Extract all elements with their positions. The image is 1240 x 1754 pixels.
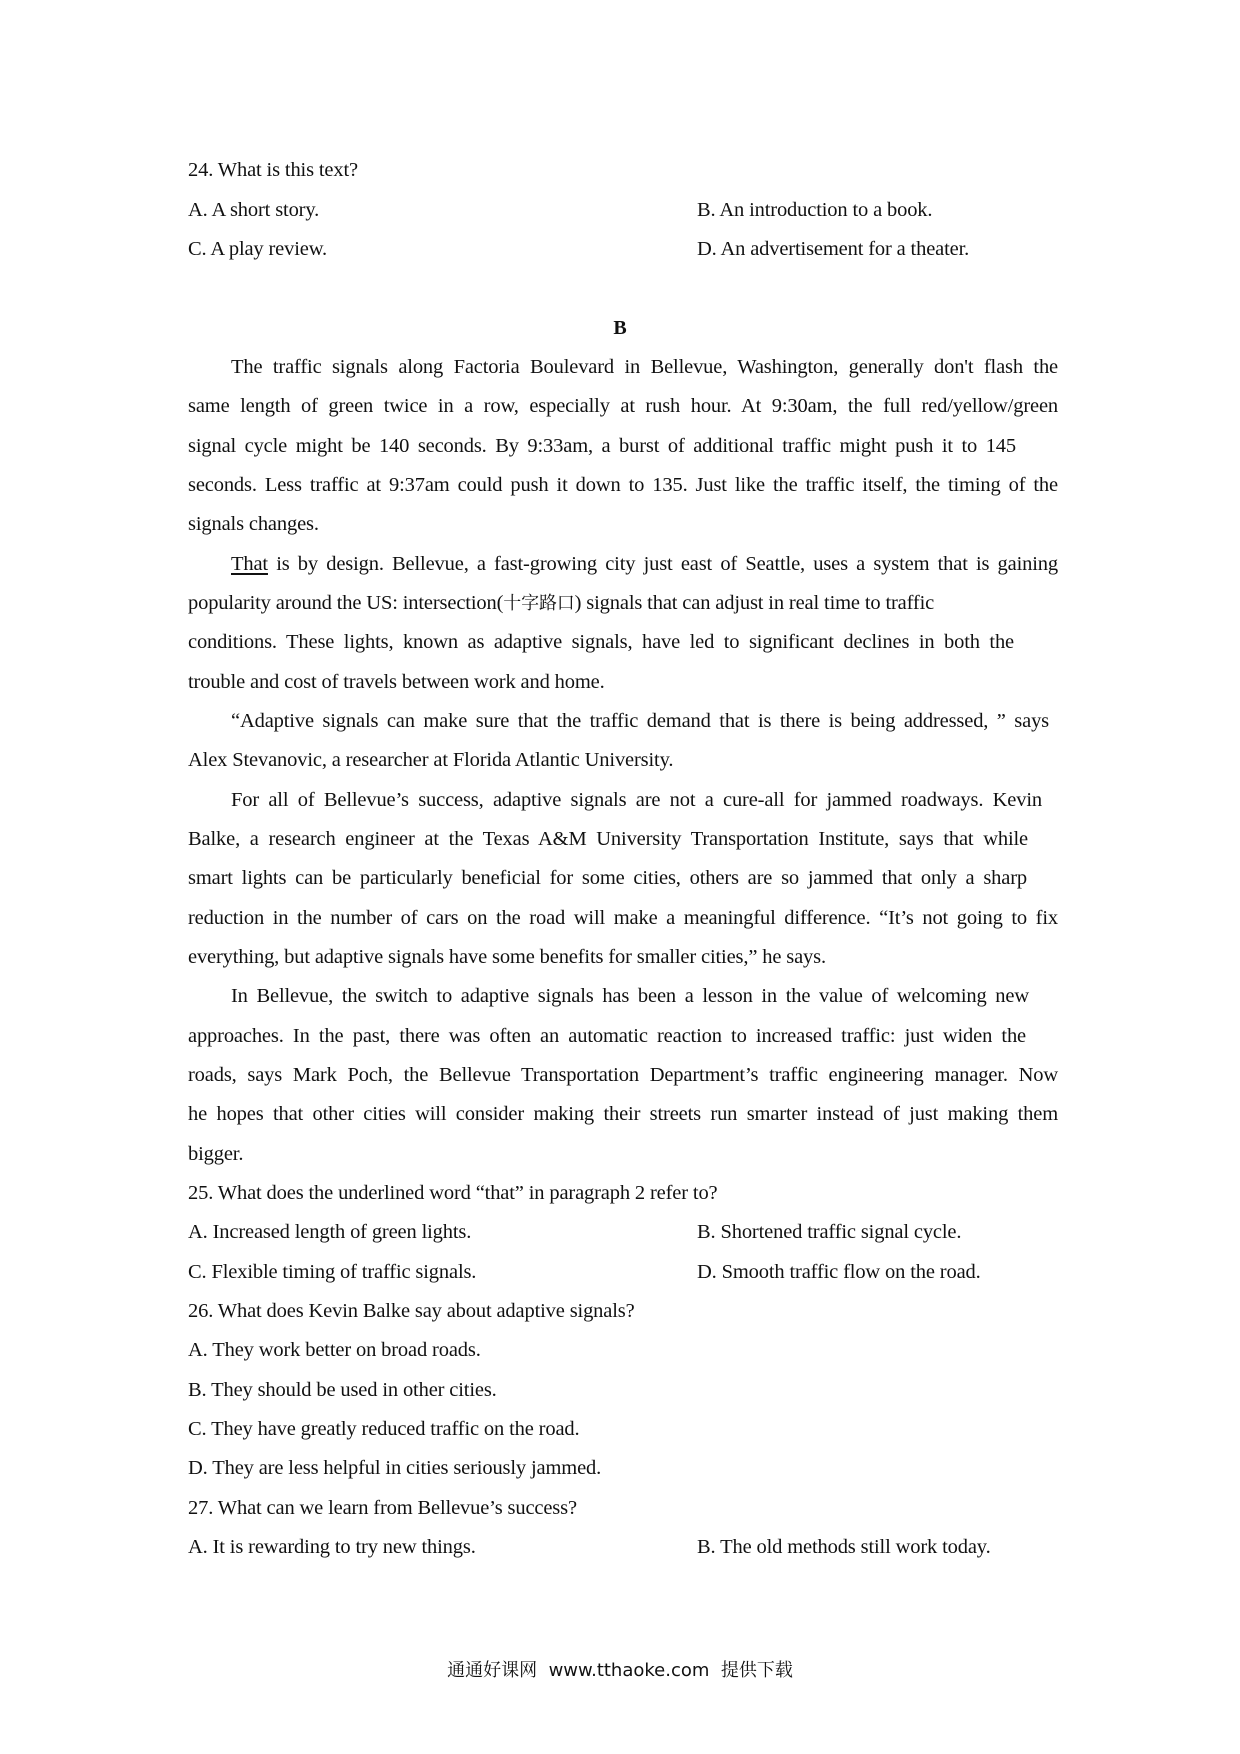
passage-line: roads, says Mark Poch, the Bellevue Transportation Department’s traffic engineering manager. Now xyxy=(188,1064,1058,1086)
question-25-option-c: C. Flexible timing of traffic signals. xyxy=(188,1261,477,1283)
question-26-stem: 26. What does Kevin Balke say about adaptive signals? xyxy=(188,1300,635,1322)
passage-line xyxy=(231,551,1058,577)
question-24-stem: 24. What is this text? xyxy=(188,159,358,181)
passage-line: seconds. Less traffic at 9:37am could push it down to 135. Just like the traffic itself, the timing of the xyxy=(188,474,1058,496)
question-24-option-a: A. A short story. xyxy=(188,199,320,221)
question-25-option-d: D. Smooth traffic flow on the road. xyxy=(697,1261,981,1283)
passage-line-text: popularity around the US: intersection( xyxy=(188,592,504,614)
question-27-option-b: B. The old methods still work today. xyxy=(697,1536,991,1558)
passage-line: The traffic signals along Factoria Boulevard in Bellevue, Washington, generally don't flash the xyxy=(231,356,1058,378)
passage-line: signals changes. xyxy=(188,513,319,535)
passage-line: he hopes that other cities will consider making their streets run smarter instead of just making them xyxy=(188,1103,1058,1125)
passage-line: reduction in the number of cars on the road will make a meaningful difference. “It’s not going to fix xyxy=(188,907,1058,929)
passage-line: approaches. In the past, there was often an automatic reaction to increased traffic: just widen the xyxy=(188,1025,1026,1047)
passage-line: trouble and cost of travels between work and home. xyxy=(188,671,605,693)
question-27-stem: 27. What can we learn from Bellevue’s success? xyxy=(188,1497,577,1519)
passage-line: conditions. These lights, known as adaptive signals, have led to significant declines in both the xyxy=(188,631,1014,653)
question-25-option-a: A. Increased length of green lights. xyxy=(188,1221,472,1243)
question-26-option-b: B. They should be used in other cities. xyxy=(188,1379,497,1401)
passage-line: smart lights can be particularly beneficial for some cities, others are so jammed that only a sharp xyxy=(188,867,1027,889)
question-26-option-d: D. They are less helpful in cities seriously jammed. xyxy=(188,1457,602,1479)
passage-line: In Bellevue, the switch to adaptive signals has been a lesson in the value of welcoming new xyxy=(231,985,1029,1007)
passage-line: Balke, a research engineer at the Texas A&M University Transportation Institute, says that while xyxy=(188,828,1028,850)
passage-line: signal cycle might be 140 seconds. By 9:33am, a burst of additional traffic might push it to 145 xyxy=(188,435,1016,457)
passage-line xyxy=(188,590,1016,617)
passage-line: everything, but adaptive signals have some benefits for smaller cities,” he says. xyxy=(188,946,826,968)
question-25-option-b: B. Shortened traffic signal cycle. xyxy=(697,1221,962,1243)
passage-line-text: is by design. Bellevue, a fast-growing city just east of Seattle, uses a system that is gaining xyxy=(276,553,1058,575)
question-27-option-a: A. It is rewarding to try new things. xyxy=(188,1536,476,1558)
passage-line: “Adaptive signals can make sure that the traffic demand that is there is being addressed, ” says xyxy=(231,710,1049,732)
question-24-option-b: B. An introduction to a book. xyxy=(697,199,933,221)
passage-line: Alex Stevanovic, a researcher at Florida Atlantic University. xyxy=(188,749,674,771)
section-heading-b: B xyxy=(613,317,627,339)
question-24-option-d: D. An advertisement for a theater. xyxy=(697,238,970,260)
question-25-stem: 25. What does the underlined word “that” in paragraph 2 refer to? xyxy=(188,1182,718,1204)
underlined-word-that: That xyxy=(231,553,268,575)
cjk-gloss: 十字路口 xyxy=(503,593,575,614)
question-26-option-a: A. They work better on broad roads. xyxy=(188,1339,481,1361)
question-24-option-c: C. A play review. xyxy=(188,238,328,260)
passage-line-text: ) signals that can adjust in real time to traffic xyxy=(574,592,935,614)
question-26-option-c: C. They have greatly reduced traffic on the road. xyxy=(188,1418,580,1440)
footer-watermark: 通通好课网 www.tthaoke.com 提供下载 xyxy=(447,1660,793,1681)
passage-line: bigger. xyxy=(188,1143,244,1165)
passage-line: For all of Bellevue’s success, adaptive signals are not a cure-all for jammed roadways. Kevin xyxy=(231,789,1042,811)
passage-line: same length of green twice in a row, especially at rush hour. At 9:30am, the full red/yellow/green xyxy=(188,395,1058,417)
